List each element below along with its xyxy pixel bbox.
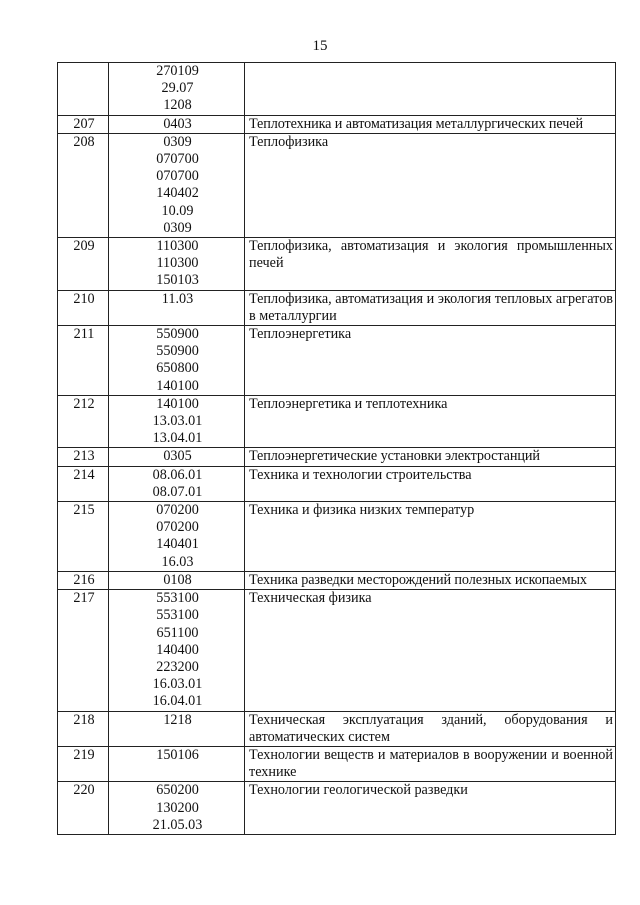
- specialty-code: 650800: [156, 360, 199, 377]
- specialty-codes: [109, 571, 245, 589]
- specialty-name: Технологии веществ и материалов в вооружении и военной технике: [245, 746, 616, 781]
- specialty-codes: [109, 115, 245, 133]
- specialty-code: 550900: [156, 343, 199, 360]
- table-row: [58, 115, 616, 133]
- specialty-name: Технологии геологической разведки: [245, 782, 616, 835]
- specialty-code: 140401: [156, 536, 199, 553]
- specialty-codes: [109, 238, 245, 291]
- specialty-code: 16.04.01: [152, 693, 203, 710]
- specialty-code: 553100: [156, 590, 199, 607]
- row-number: 211: [58, 326, 109, 396]
- specialty-code: 0403: [163, 115, 192, 132]
- table-row: [58, 290, 616, 325]
- specialty-codes: [109, 590, 245, 711]
- specialty-code: 13.04.01: [152, 430, 203, 447]
- specialty-code: 0108: [163, 571, 192, 588]
- specialty-code: 550900: [156, 326, 199, 343]
- row-number: 213: [58, 448, 109, 466]
- table-row: [58, 711, 616, 746]
- table-row: [58, 746, 616, 781]
- row-number: 216: [58, 571, 109, 589]
- specialty-name: Техника и технологии строительства: [245, 466, 616, 501]
- specialty-codes: [109, 502, 245, 572]
- specialty-code: 08.07.01: [152, 483, 203, 500]
- specialty-code: 070200: [156, 502, 199, 519]
- row-number: 207: [58, 115, 109, 133]
- specialty-code: 1208: [163, 97, 192, 114]
- table-row: [58, 502, 616, 572]
- row-number: 218: [58, 711, 109, 746]
- specialty-codes: [109, 326, 245, 396]
- specialty-name: Теплофизика, автоматизация и экология промышленных печей: [245, 238, 616, 291]
- specialty-code: 16.03.01: [152, 676, 203, 693]
- specialty-name: Техническая эксплуатация зданий, оборудования и автоматических систем: [245, 711, 616, 746]
- table-row: [58, 395, 616, 448]
- specialty-name: Техническая физика: [245, 590, 616, 711]
- specialty-code: 070700: [156, 168, 199, 185]
- specialty-code: 553100: [156, 607, 199, 624]
- row-number: 219: [58, 746, 109, 781]
- table-row: [58, 448, 616, 466]
- specialty-code: 13.03.01: [152, 413, 203, 430]
- specialty-codes: [109, 746, 245, 781]
- specialty-code: 140100: [156, 377, 199, 394]
- specialty-name: Теплоэнергетика и теплотехника: [245, 395, 616, 448]
- specialty-codes: [109, 448, 245, 466]
- row-number: 209: [58, 238, 109, 291]
- specialty-codes: [109, 395, 245, 448]
- specialty-code: 0309: [163, 133, 192, 150]
- specialty-code: 130200: [156, 799, 199, 816]
- specialty-code: 070200: [156, 519, 199, 536]
- specialty-code: 150106: [156, 746, 199, 763]
- specialty-code: 270109: [156, 63, 199, 79]
- specialty-codes: [109, 290, 245, 325]
- specialty-code: 16.03: [161, 553, 194, 570]
- specialty-code: 110300: [156, 238, 199, 255]
- table-row: [58, 326, 616, 396]
- specialty-name: Теплотехника и автоматизация металлургических печей: [245, 115, 616, 133]
- row-number: 208: [58, 133, 109, 237]
- row-number: 210: [58, 290, 109, 325]
- specialty-name: Теплофизика, автоматизация и экология тепловых агрегатов в металлургии: [245, 290, 616, 325]
- specialty-code: 10.09: [161, 202, 194, 219]
- table-row: [58, 590, 616, 711]
- specialty-name: Техника разведки месторождений полезных ископаемых: [245, 571, 616, 589]
- table-row: [58, 466, 616, 501]
- specialties-table: [57, 62, 616, 835]
- specialty-code: 0309: [163, 219, 192, 236]
- specialty-codes: [109, 782, 245, 835]
- specialty-codes: [109, 63, 245, 116]
- specialty-code: 0305: [163, 448, 192, 465]
- specialty-code: 140100: [156, 395, 199, 412]
- row-number: 212: [58, 395, 109, 448]
- specialty-code: 110300: [156, 255, 199, 272]
- specialty-code: 08.06.01: [152, 466, 203, 483]
- specialty-code: 140400: [156, 641, 199, 658]
- specialty-codes: [109, 711, 245, 746]
- table-row: [58, 238, 616, 291]
- page-number: 15: [312, 38, 328, 54]
- specialty-code: 11.03: [161, 290, 194, 307]
- specialty-name: Техника и физика низких температур: [245, 502, 616, 572]
- specialty-code: 21.05.03: [152, 816, 203, 833]
- specialty-name: [245, 63, 616, 116]
- specialty-code: 650200: [156, 782, 199, 799]
- specialty-code: 29.07: [161, 80, 194, 97]
- specialty-code: 140402: [156, 185, 199, 202]
- row-number: 220: [58, 782, 109, 835]
- specialty-name: Теплофизика: [245, 133, 616, 237]
- row-number: 214: [58, 466, 109, 501]
- specialty-code: 150103: [156, 272, 199, 289]
- table-row: [58, 571, 616, 589]
- specialty-code: 651100: [156, 624, 199, 641]
- table-row: [58, 63, 616, 116]
- table-row: [58, 782, 616, 835]
- specialty-codes: [109, 466, 245, 501]
- table-row: [58, 133, 616, 237]
- row-number: 217: [58, 590, 109, 711]
- specialty-name: Теплоэнергетика: [245, 326, 616, 396]
- specialty-codes: [109, 133, 245, 237]
- table-body: [58, 63, 616, 835]
- specialty-code: 070700: [156, 151, 199, 168]
- row-number: [58, 63, 109, 116]
- specialty-code: 223200: [156, 658, 199, 675]
- row-number: 215: [58, 502, 109, 572]
- specialty-name: Теплоэнергетические установки электростанций: [245, 448, 616, 466]
- specialty-code: 1218: [163, 711, 192, 728]
